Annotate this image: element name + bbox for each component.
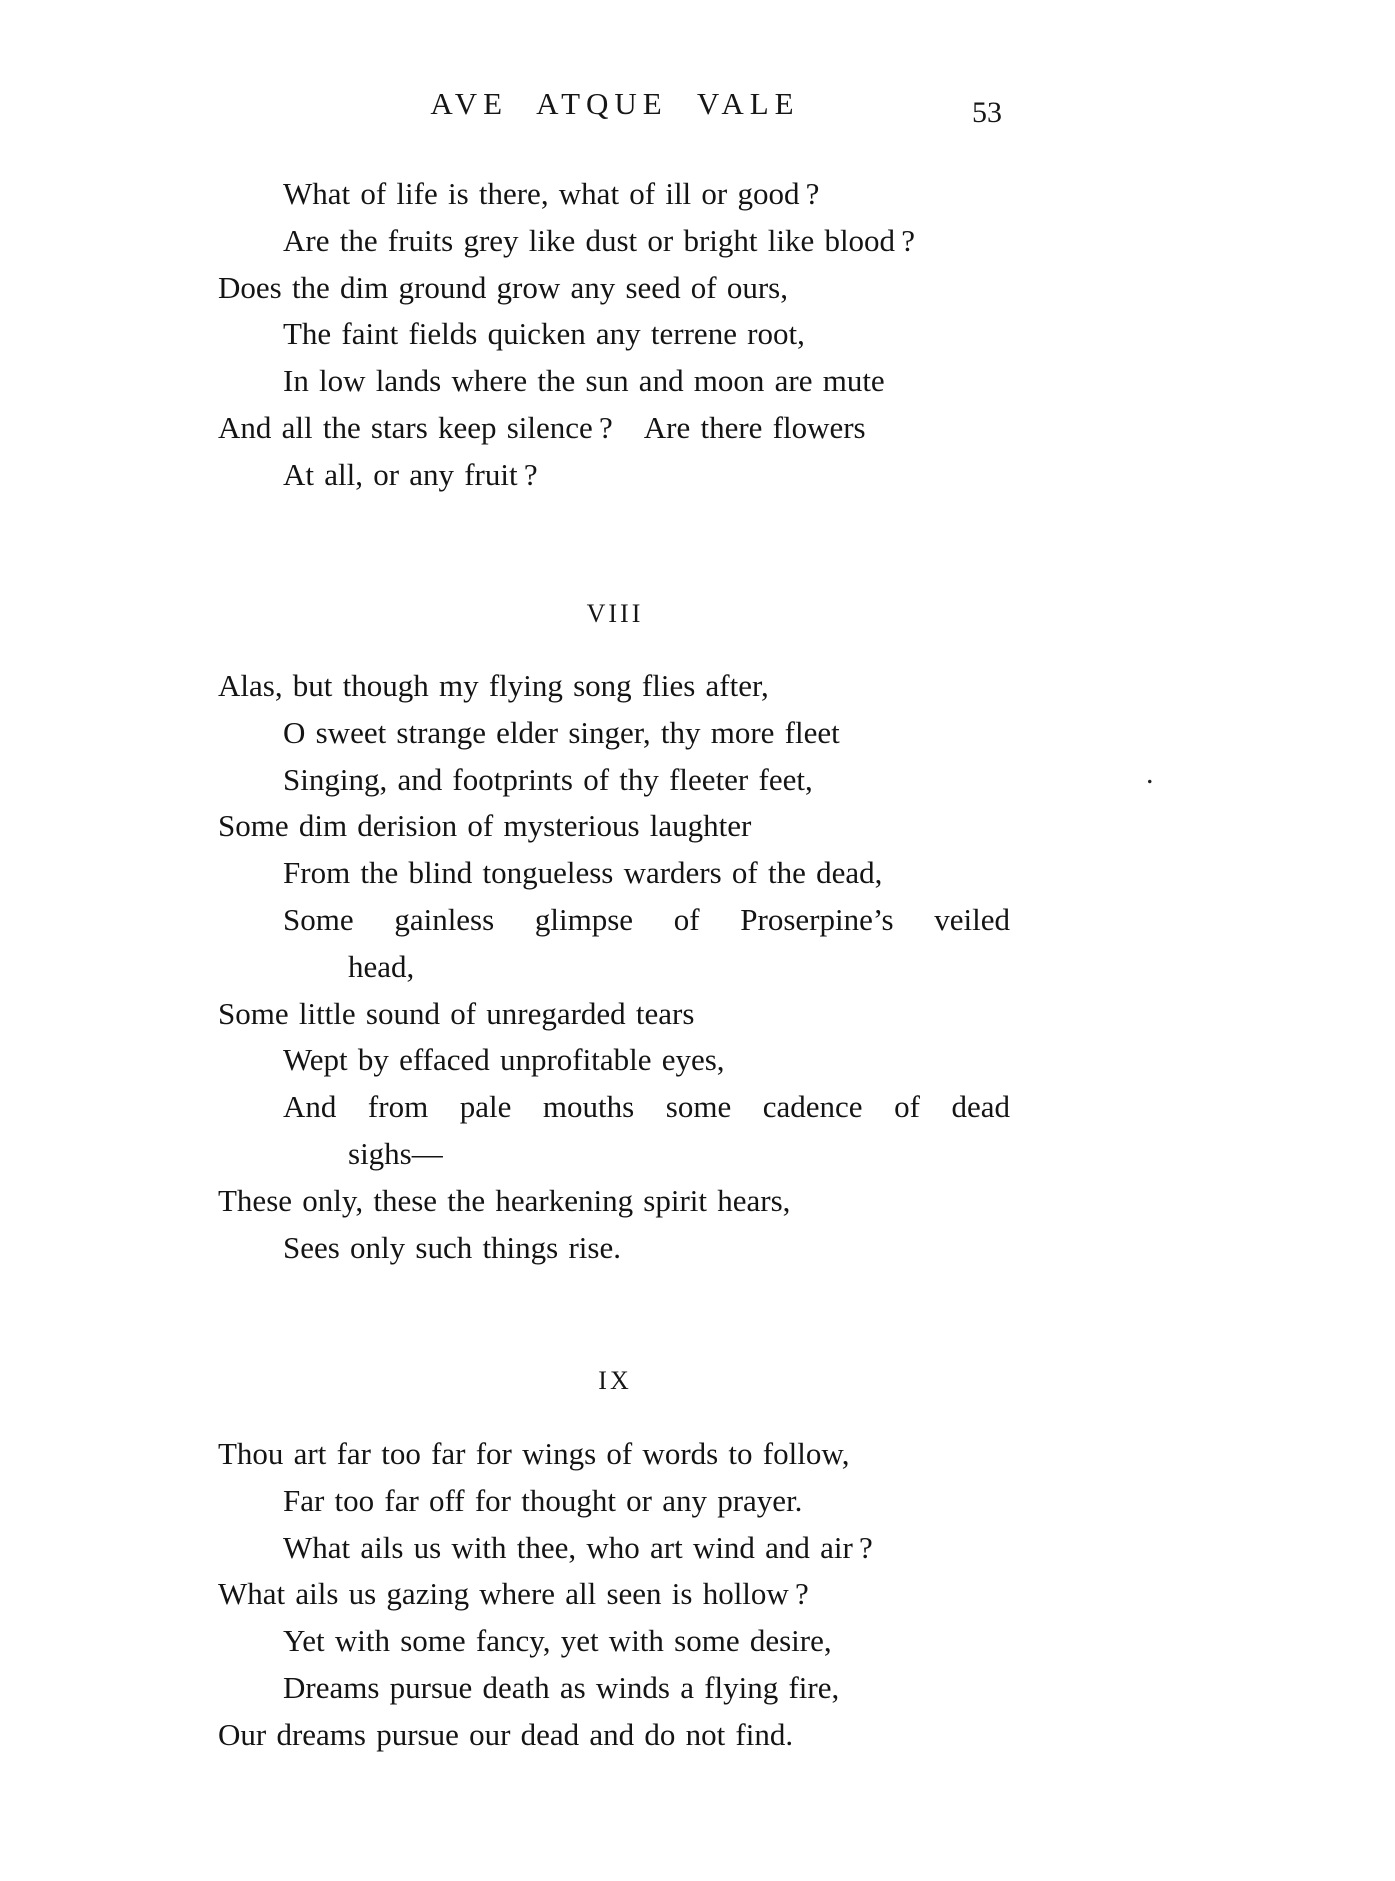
poem-line: Some little sound of unregarded tears [218,995,695,1031]
poem-line: sighs— [348,1135,443,1171]
poem-line: Are the fruits grey like dust or bright like blood ? [283,222,916,258]
page-number: 53 [972,96,1002,129]
poem-line: Some dim derision of mysterious laughter [218,808,752,844]
poem-line: What ails us with thee, who art wind and air ? [283,1529,873,1565]
poem-line: These only, these the hearkening spirit hears, [218,1182,791,1218]
stanza-ix-numeral: IX [598,1366,632,1395]
stanza-viii [218,663,1078,1271]
stanza-vii-continuation [218,171,1078,499]
poem-line: Dreams pursue death as winds a flying fire, [283,1669,840,1705]
stanza-viii-numeral: VIII [586,599,644,628]
poem-line: Alas, but though my flying song flies after, [218,668,769,703]
poem-line: Wept by effaced unprofitable eyes, [283,1042,725,1078]
poem-line: At all, or any fruit ? [283,456,538,492]
poem-line: The faint fields quicken any terrene root, [283,316,805,352]
stanza-ix [218,1431,1078,1759]
poem-line: From the blind tongueless warders of the dead, [283,855,883,891]
poem-line: Yet with some fancy, yet with some desire, [283,1623,832,1659]
poem-line: Our dreams pursue our dead and do not find. [218,1716,794,1752]
poem-line: In low lands where the sun and moon are mute [283,363,885,399]
poem-line: And all the stars keep silence ? Are there flowers [218,409,866,445]
poem-line: Thou art far too far for wings of words to follow, [218,1436,850,1471]
running-header-title: AVE ATQUE VALE [430,86,800,121]
poem-line: Sees only such things rise. [283,1229,621,1265]
poem-line: What of life is there, what of ill or good ? [283,176,820,211]
ink-dot-artifact: . [1146,757,1154,790]
poem-line: What ails us gazing where all seen is hollow ? [218,1576,809,1612]
poem-line: Some gainless glimpse of Proserpine’s veiled [283,901,1010,937]
poem-line: Does the dim ground grow any seed of ours, [218,269,788,305]
poem-line: O sweet strange elder singer, thy more fleet [283,714,840,750]
poem-line: head, [348,948,415,984]
poem-line: Far too far off for thought or any prayer. [283,1482,803,1518]
poem-line: Singing, and footprints of thy fleeter feet, [283,761,813,797]
poem-line: And from pale mouths some cadence of dead [283,1089,1010,1125]
